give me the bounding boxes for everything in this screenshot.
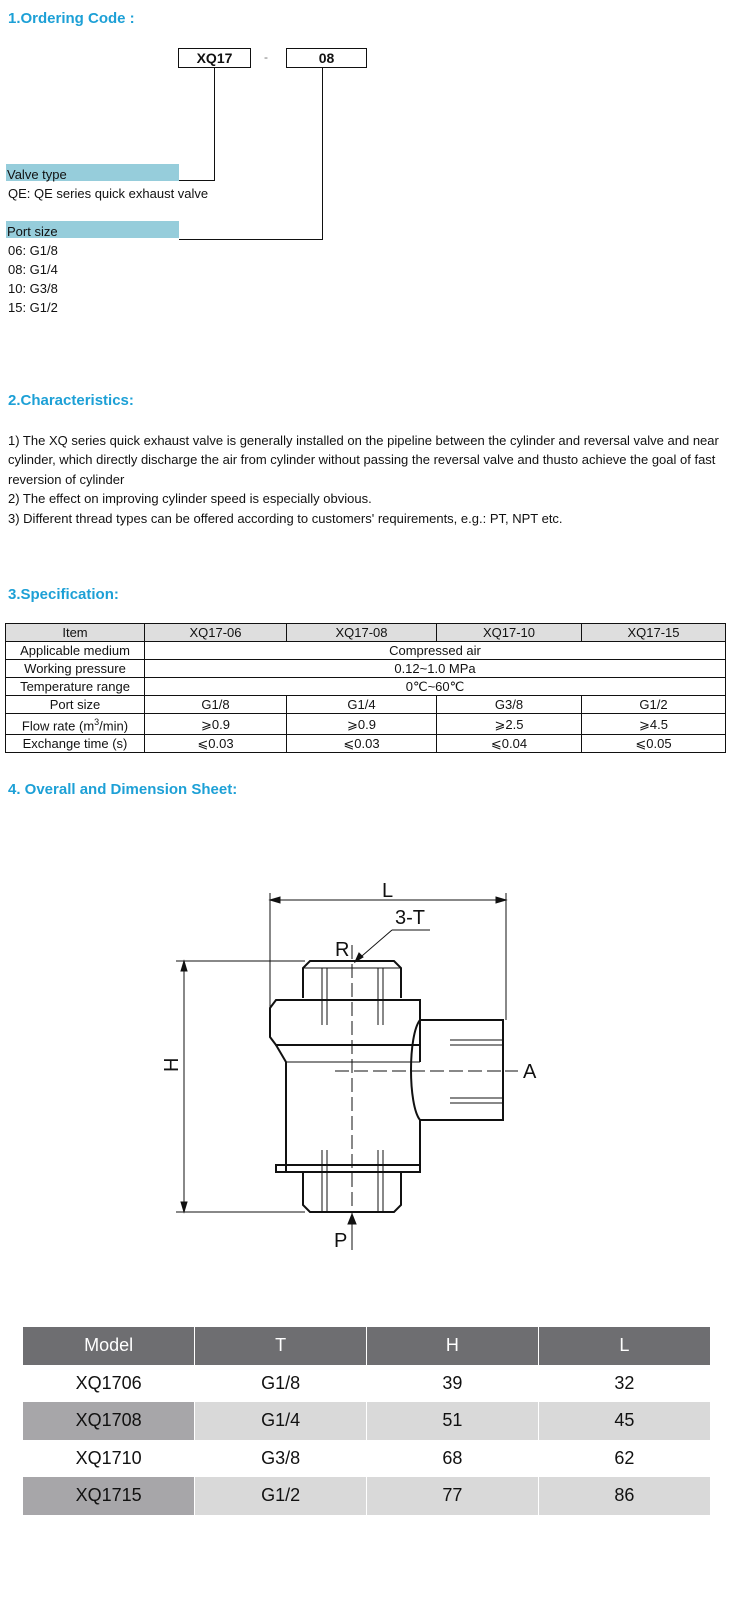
characteristic-item: 3) Different thread types can be offered according to customers' requirements, e.g.: PT, NPT etc. — [8, 511, 563, 526]
dim-cell: 68 — [367, 1440, 539, 1478]
table-row — [23, 1477, 710, 1515]
spec-value: G1/8 — [145, 696, 287, 714]
spec-header-cell: XQ17-08 — [287, 624, 437, 642]
dim-cell: 86 — [538, 1477, 710, 1515]
drawing-label-L: L — [382, 880, 394, 902]
dim-header-cell: T — [195, 1327, 367, 1365]
spec-row — [6, 660, 726, 678]
table-row — [23, 1365, 710, 1403]
dim-header-cell: L — [538, 1327, 710, 1365]
code-prefix-box: XQ17 — [178, 48, 251, 68]
characteristics-heading: 2.Characteristics: — [8, 392, 134, 409]
valve-type-connector — [214, 68, 215, 180]
port-size-option: 06: G1/8 — [8, 243, 58, 258]
spec-header-cell: XQ17-10 — [437, 624, 582, 642]
spec-row — [6, 642, 726, 660]
valve-type-desc: QE: QE series quick exhaust valve — [8, 186, 209, 201]
spec-label: Port size — [6, 696, 145, 714]
dim-cell: 39 — [367, 1365, 539, 1403]
port-size-label: Port size — [6, 221, 179, 238]
dim-cell: G3/8 — [195, 1440, 367, 1478]
spec-label — [6, 714, 145, 735]
spec-value: ⩽0.03 — [287, 735, 437, 753]
spec-header-row — [6, 624, 726, 642]
drawing-label-T: 3-T — [395, 907, 425, 929]
port-size-connector-h — [179, 239, 323, 240]
spec-value: ⩽0.03 — [145, 735, 287, 753]
spec-value: G1/2 — [582, 696, 726, 714]
spec-value: 0.12~1.0 MPa — [145, 660, 726, 678]
dim-header-cell: H — [367, 1327, 539, 1365]
dim-cell: G1/8 — [195, 1365, 367, 1403]
valve-type-label: Valve type — [6, 164, 179, 181]
spec-label: Exchange time (s) — [6, 735, 145, 753]
characteristic-item: 1) The XQ series quick exhaust valve is generally installed on the pipeline between the cylinder and reversal valve and near cylinder, which directly discharge the air from cylinder without passing the reversal valve and thusto achieve the goal of fast reversion of cylinder — [8, 433, 719, 487]
drawing-label-H: H — [161, 1057, 183, 1072]
spec-row — [6, 678, 726, 696]
dim-header-row — [23, 1327, 710, 1365]
code-dash: - — [264, 50, 268, 64]
ordering-code-heading: 1.Ordering Code : — [8, 10, 135, 27]
spec-value: ⩽0.05 — [582, 735, 726, 753]
flow-label-post: /min) — [99, 718, 129, 734]
valve-drawing — [0, 860, 750, 1260]
spec-header-cell: Item — [6, 624, 145, 642]
dimension-table — [23, 1327, 710, 1515]
dim-cell: 51 — [367, 1402, 539, 1440]
spec-row — [6, 735, 726, 753]
drawing-label-A: A — [523, 1061, 537, 1083]
spec-row — [6, 696, 726, 714]
dim-header-cell: Model — [23, 1327, 195, 1365]
spec-header-cell: XQ17-15 — [582, 624, 726, 642]
flow-label-pre: Flow rate (m — [21, 718, 95, 734]
dimension-heading: 4. Overall and Dimension Sheet: — [8, 781, 238, 798]
spec-value: G3/8 — [437, 696, 582, 714]
spec-label: Applicable medium — [6, 642, 145, 660]
table-row — [23, 1440, 710, 1478]
dim-cell: XQ1708 — [23, 1402, 195, 1440]
code-suffix-box: 08 — [286, 48, 367, 68]
spec-value: ⩾0.9 — [145, 714, 287, 735]
port-size-connector — [322, 68, 323, 240]
spec-value: ⩽0.04 — [437, 735, 582, 753]
dim-cell: 45 — [538, 1402, 710, 1440]
dim-cell: XQ1715 — [23, 1477, 195, 1515]
table-row — [23, 1402, 710, 1440]
dim-cell: 32 — [538, 1365, 710, 1403]
drawing-label-P: P — [334, 1230, 348, 1252]
spec-header-cell: XQ17-06 — [145, 624, 287, 642]
specification-table — [5, 623, 726, 753]
spec-label: Working pressure — [6, 660, 145, 678]
spec-value: ⩾4.5 — [582, 714, 726, 735]
dim-cell: 77 — [367, 1477, 539, 1515]
dim-cell: XQ1706 — [23, 1365, 195, 1403]
dim-cell: XQ1710 — [23, 1440, 195, 1478]
spec-value: 0℃~60℃ — [145, 678, 726, 696]
dim-cell: 62 — [538, 1440, 710, 1478]
dim-cell: G1/2 — [195, 1477, 367, 1515]
drawing-label-R: R — [335, 939, 350, 961]
port-size-option: 15: G1/2 — [8, 300, 58, 315]
specification-heading: 3.Specification: — [8, 586, 119, 603]
port-size-option: 08: G1/4 — [8, 262, 58, 277]
valve-type-connector-h — [179, 180, 215, 181]
spec-label: Temperature range — [6, 678, 145, 696]
spec-value: ⩾0.9 — [287, 714, 437, 735]
dim-cell: G1/4 — [195, 1402, 367, 1440]
spec-row — [6, 714, 726, 735]
characteristic-item: 2) The effect on improving cylinder speed is especially obvious. — [8, 491, 372, 506]
port-size-option: 10: G3/8 — [8, 281, 58, 296]
spec-value: Compressed air — [145, 642, 726, 660]
flow-label-sup: 3 — [94, 717, 100, 727]
spec-value: G1/4 — [287, 696, 437, 714]
spec-value: ⩾2.5 — [437, 714, 582, 735]
